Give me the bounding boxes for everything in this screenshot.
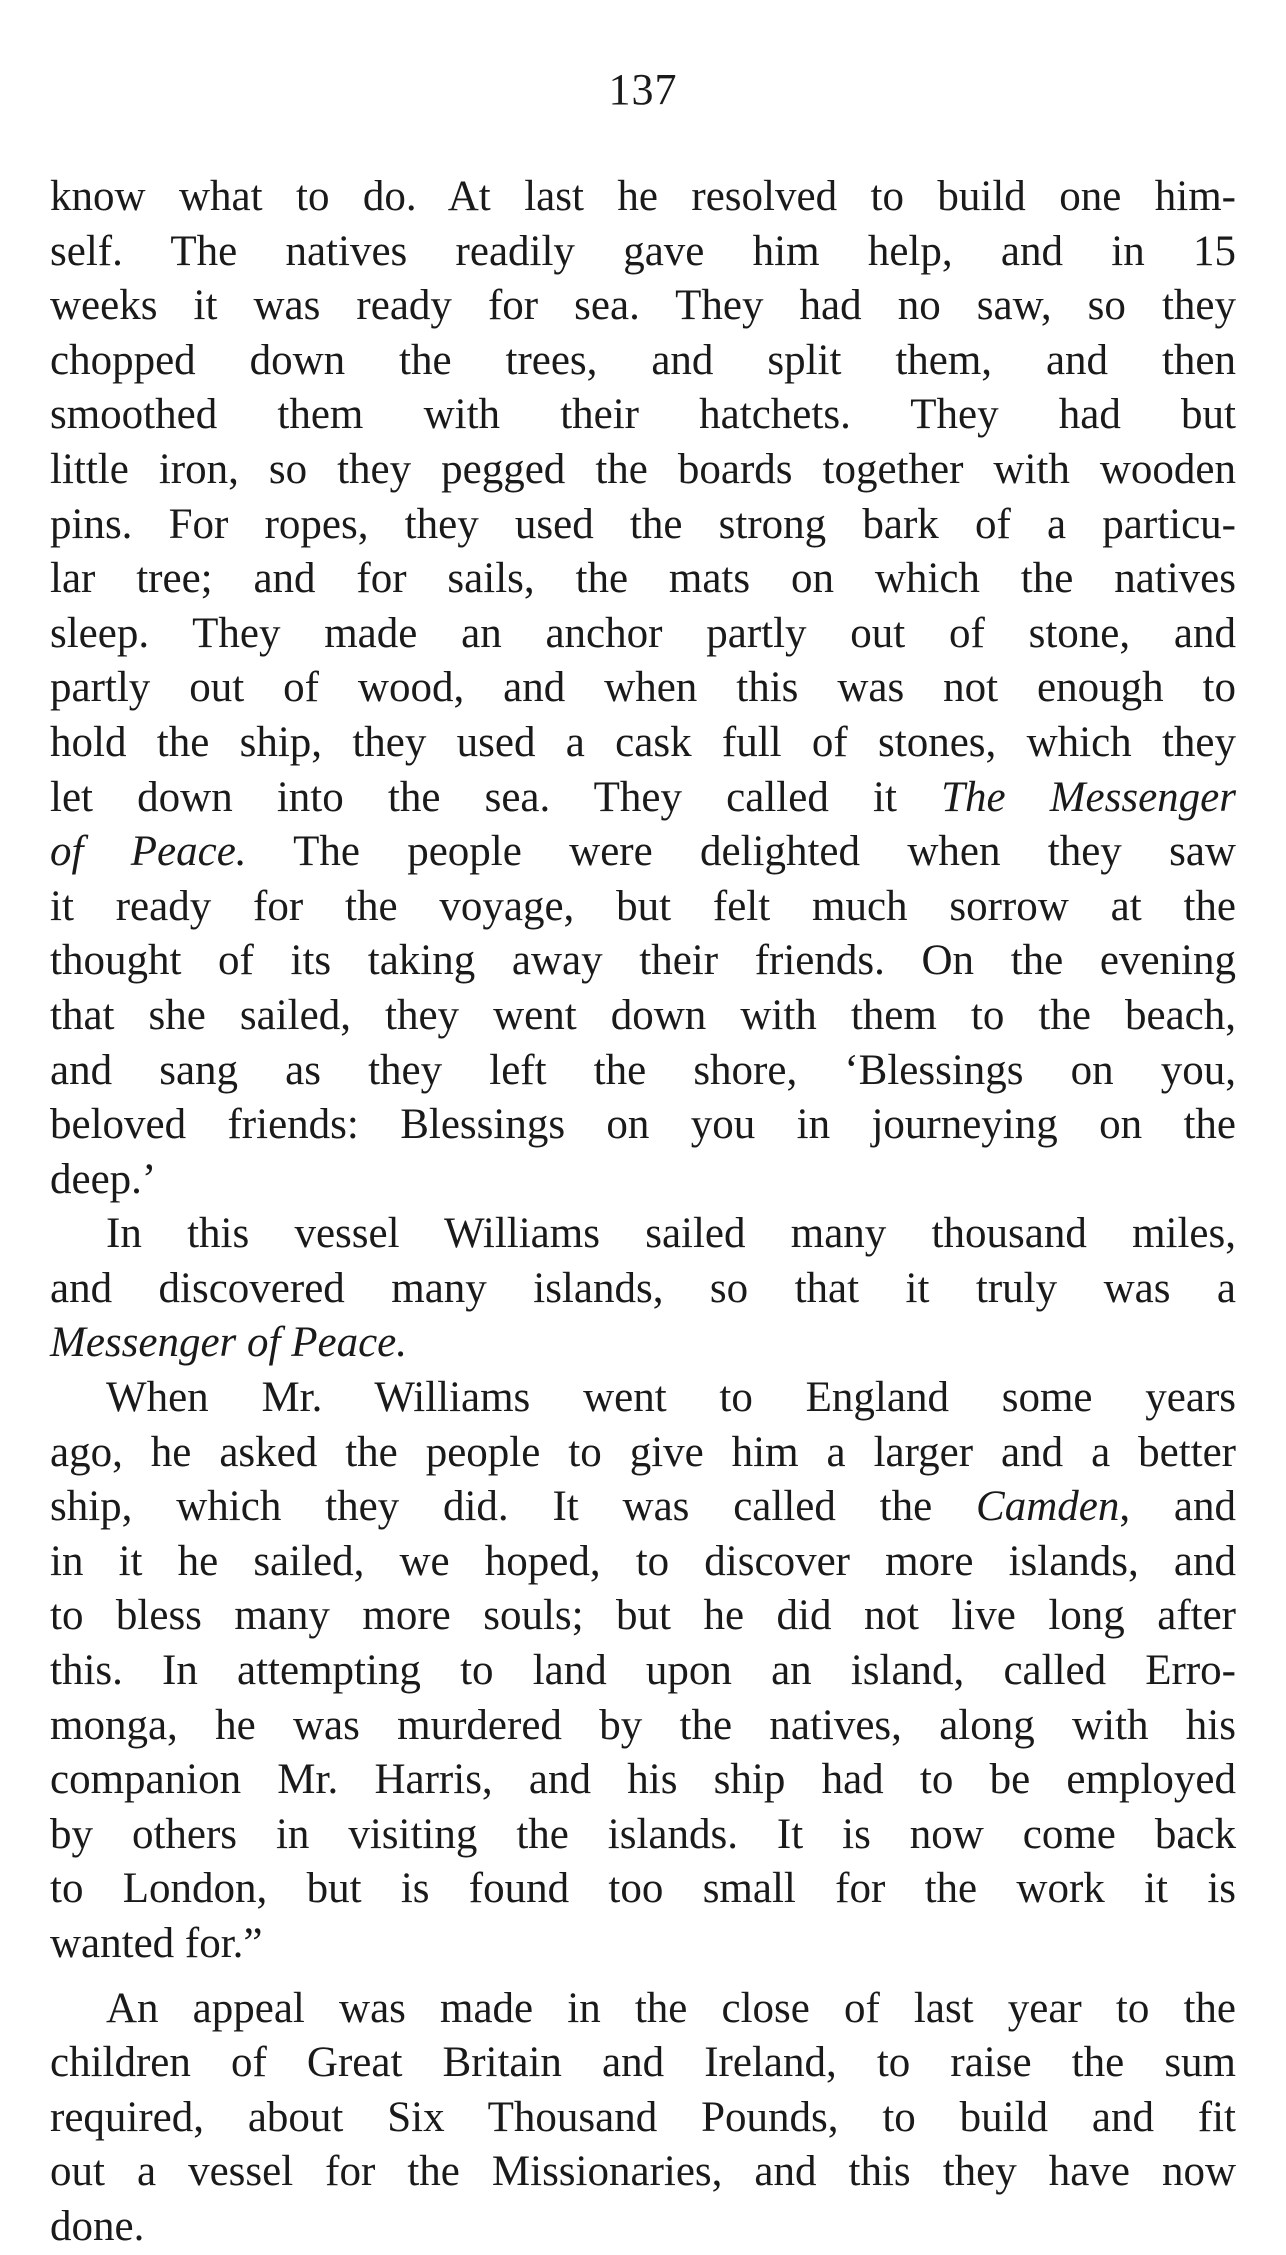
text-line bbox=[50, 170, 1236, 225]
text-line bbox=[50, 2091, 1236, 2146]
text-line bbox=[50, 1098, 1236, 1153]
text-run: children of Great Britain and Ireland, to raise the sum bbox=[50, 2039, 1236, 2087]
text-run: partly out of wood, and when this was not enough to bbox=[50, 664, 1236, 712]
text-line bbox=[50, 388, 1236, 443]
text-line bbox=[50, 825, 1236, 880]
italic-run: Camden bbox=[976, 1483, 1120, 1531]
paragraph bbox=[50, 1207, 1236, 1371]
text-run: sleep. They made an anchor partly out of stone, and bbox=[50, 609, 1236, 657]
text-run: In this vessel Williams sailed many thousand miles, bbox=[106, 1210, 1236, 1258]
text-run: to London, but is found too small for the work it is bbox=[50, 1865, 1236, 1913]
text-line bbox=[50, 661, 1236, 716]
text-run: beloved friends: Blessings on you in journeying on the bbox=[50, 1101, 1236, 1149]
text-run: deep.’ bbox=[50, 1155, 157, 1203]
text-line bbox=[50, 716, 1236, 771]
text-line bbox=[50, 1808, 1236, 1863]
text-run: pins. For ropes, they used the strong bark of a particu- bbox=[50, 500, 1236, 548]
text-run: it ready for the voyage, but felt much sorrow at the bbox=[50, 882, 1236, 930]
text-line bbox=[50, 498, 1236, 553]
text-line bbox=[50, 2200, 1236, 2255]
text-run: weeks it was ready for sea. They had no saw, so they bbox=[50, 282, 1236, 330]
text-run: smoothed them with their hatchets. They had but bbox=[50, 391, 1236, 439]
page-number: 137 bbox=[608, 65, 678, 114]
text-run: done. bbox=[50, 2202, 145, 2250]
text-line bbox=[50, 1982, 1236, 2037]
text-run: and discovered many islands, so that it truly was a bbox=[50, 1264, 1236, 1312]
text-line bbox=[50, 1535, 1236, 1590]
text-line bbox=[50, 2036, 1236, 2091]
paragraph bbox=[50, 1371, 1236, 1972]
text-line bbox=[50, 334, 1236, 389]
text-line bbox=[50, 1153, 1236, 1208]
text-run: The people were delighted when they saw bbox=[246, 828, 1236, 876]
text-run: to bless many more souls; but he did not live long after bbox=[50, 1592, 1236, 1640]
text-line bbox=[50, 1589, 1236, 1644]
italic-run: of Peace. bbox=[50, 828, 247, 876]
text-line bbox=[50, 552, 1236, 607]
text-run: lar tree; and for sails, the mats on which the natives bbox=[50, 555, 1236, 603]
paragraph-gap bbox=[50, 1972, 1236, 1982]
text-line bbox=[50, 1262, 1236, 1317]
text-line bbox=[50, 880, 1236, 935]
text-line bbox=[50, 443, 1236, 498]
text-run: monga, he was murdered by the natives, along with his bbox=[50, 1701, 1236, 1749]
text-run: and sang as they left the shore, ‘Blessings on you, bbox=[50, 1046, 1236, 1094]
text-run: thought of its taking away their friends. On the evening bbox=[50, 937, 1236, 985]
paragraph bbox=[50, 1982, 1236, 2255]
italic-run: The Messenger bbox=[941, 773, 1237, 821]
text-line bbox=[50, 1316, 1236, 1371]
text-line bbox=[50, 1753, 1236, 1808]
text-line bbox=[50, 1644, 1236, 1699]
text-run: ago, he asked the people to give him a larger and a better bbox=[50, 1428, 1236, 1476]
text-line bbox=[50, 1426, 1236, 1481]
text-line bbox=[50, 989, 1236, 1044]
text-run: this. In attempting to land upon an island, called Erro- bbox=[50, 1647, 1236, 1695]
text-run: When Mr. Williams went to England some years bbox=[106, 1374, 1236, 1422]
text-line bbox=[50, 1044, 1236, 1099]
text-line bbox=[50, 607, 1236, 662]
text-line bbox=[50, 1917, 1236, 1972]
text-run: little iron, so they pegged the boards together with wooden bbox=[50, 445, 1236, 493]
text-run: , and bbox=[1119, 1483, 1236, 1531]
text-run: companion Mr. Harris, and his ship had to be employed bbox=[50, 1756, 1236, 1804]
text-run: self. The natives readily gave him help, and in 15 bbox=[50, 227, 1236, 275]
text-line bbox=[50, 934, 1236, 989]
text-line bbox=[50, 225, 1236, 280]
text-line bbox=[50, 279, 1236, 334]
text-line bbox=[50, 1480, 1236, 1535]
text-line bbox=[50, 1371, 1236, 1426]
text-line bbox=[50, 1862, 1236, 1917]
text-run: chopped down the trees, and split them, and then bbox=[50, 336, 1236, 384]
text-run: by others in visiting the islands. It is now come back bbox=[50, 1810, 1236, 1858]
body-text bbox=[50, 170, 1236, 2255]
text-line bbox=[50, 2145, 1236, 2200]
text-run: hold the ship, they used a cask full of stones, which they bbox=[50, 718, 1236, 766]
text-run: out a vessel for the Missionaries, and this they have now bbox=[50, 2148, 1236, 2196]
text-line bbox=[50, 1699, 1236, 1754]
text-run: ship, which they did. It was called the bbox=[50, 1483, 977, 1531]
text-run: required, about Six Thousand Pounds, to build and fit bbox=[50, 2093, 1236, 2141]
text-run: An appeal was made in the close of last year to the bbox=[106, 1984, 1236, 2032]
italic-run: Messenger of Peace. bbox=[50, 1319, 407, 1367]
text-line bbox=[50, 1207, 1236, 1262]
text-run: let down into the sea. They called it bbox=[50, 773, 942, 821]
text-run: in it he sailed, we hoped, to discover more islands, and bbox=[50, 1537, 1236, 1585]
paragraph bbox=[50, 170, 1236, 1207]
text-run: wanted for.” bbox=[50, 1920, 263, 1967]
text-line bbox=[50, 771, 1236, 826]
text-run: that she sailed, they went down with them to the beach, bbox=[50, 991, 1236, 1039]
text-run: know what to do. At last he resolved to build one him- bbox=[50, 173, 1236, 220]
